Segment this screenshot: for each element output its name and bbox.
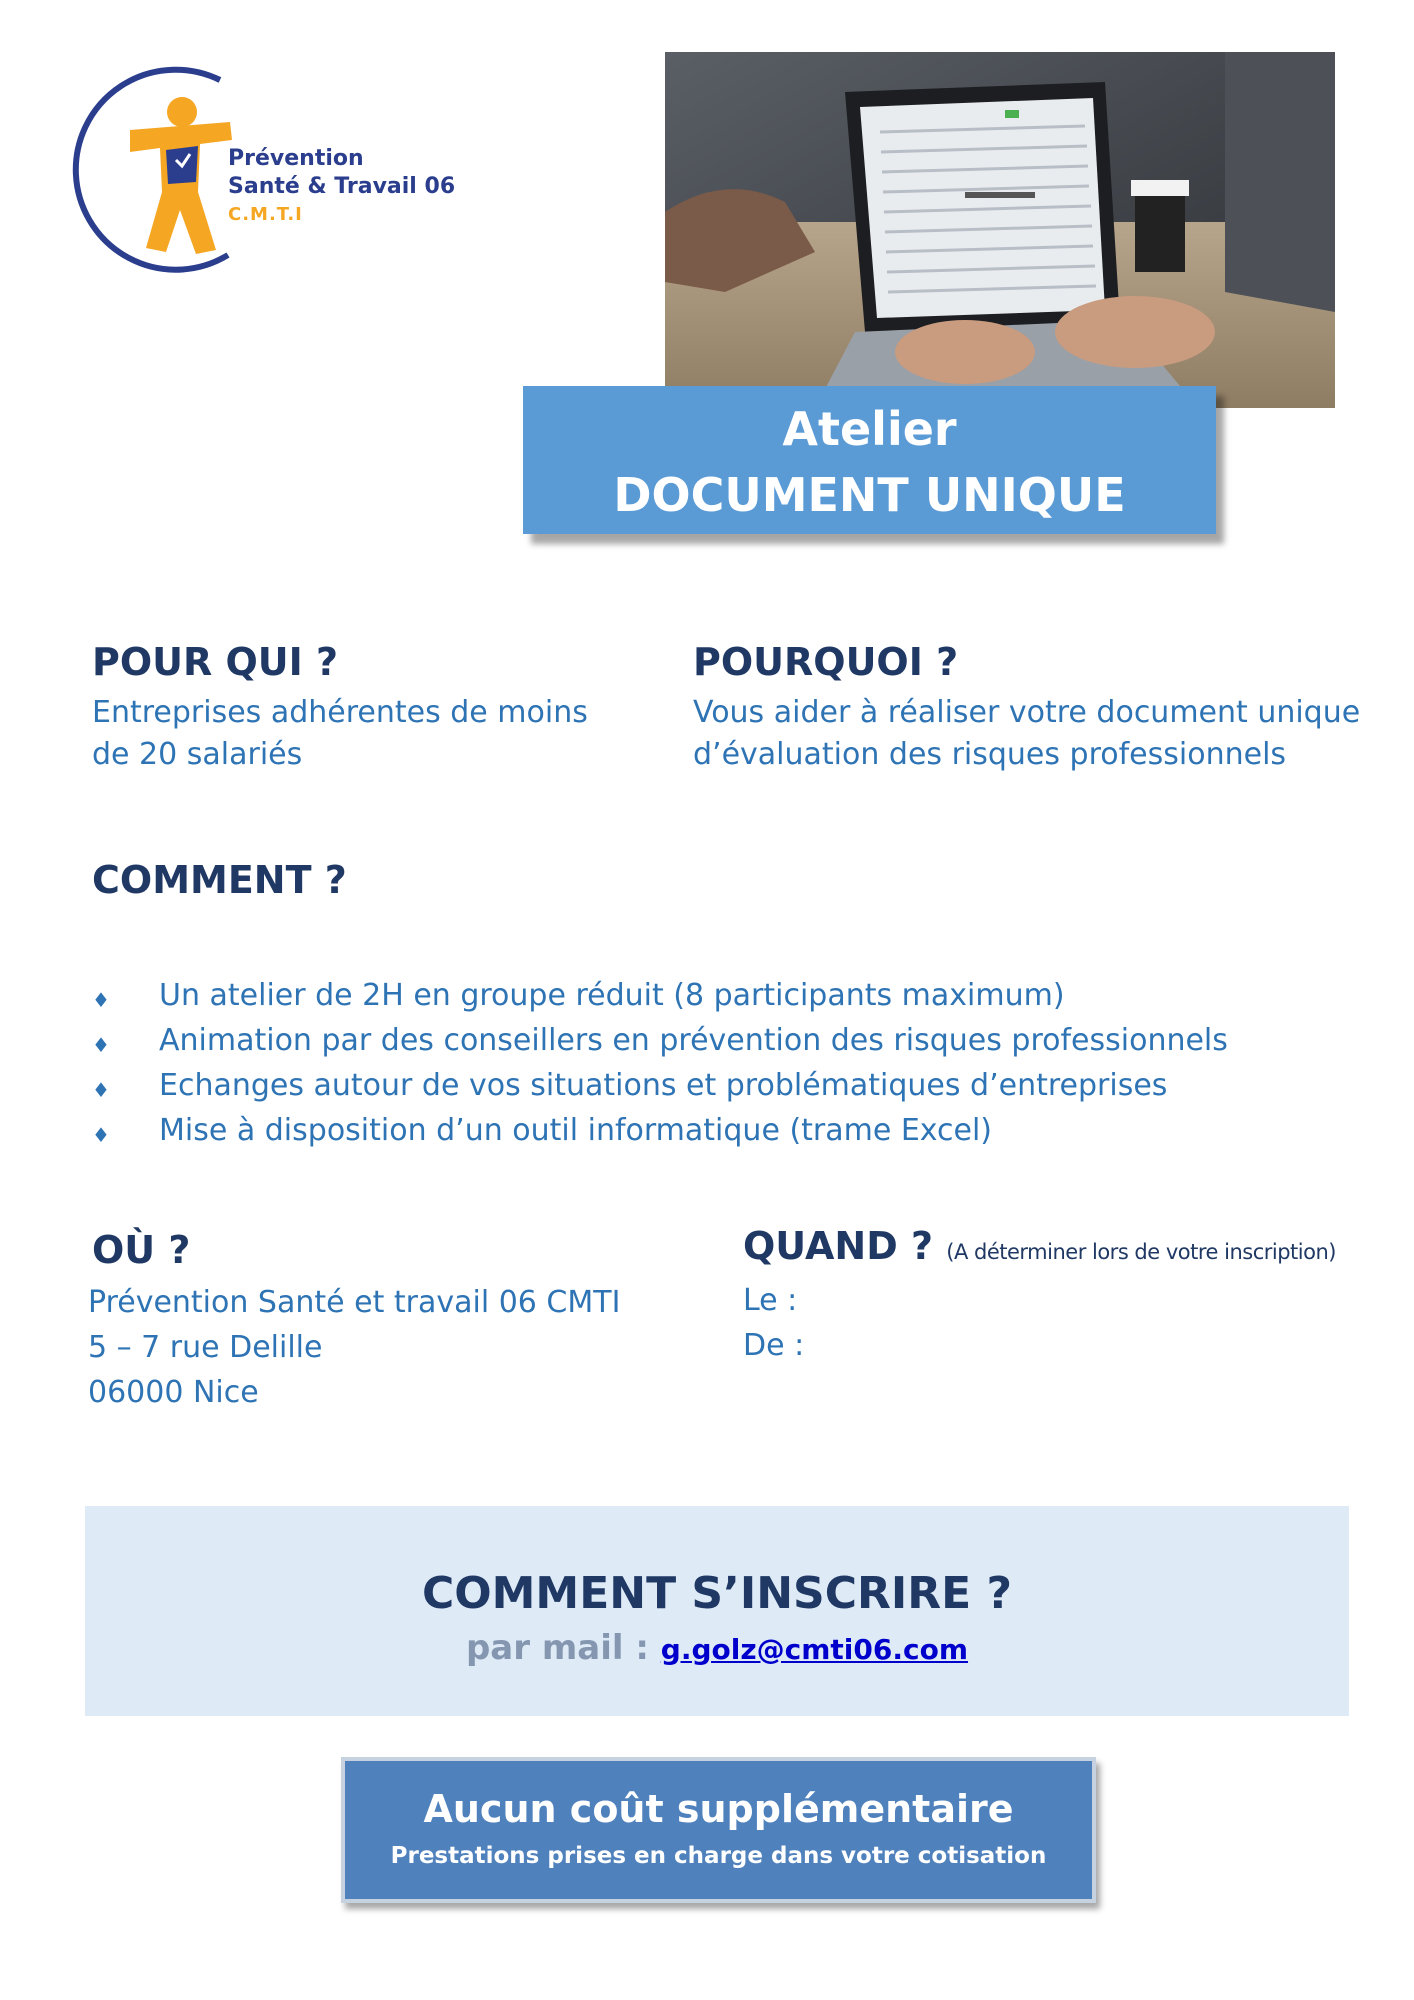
quand-heading-row [743, 1224, 1336, 1268]
pour-qui-line: de 20 salariés [92, 737, 303, 772]
ou-heading: OÙ ? [92, 1228, 191, 1272]
quand-heading: QUAND ? [743, 1224, 934, 1268]
address-line: 5 – 7 rue Delille [88, 1330, 323, 1365]
address-line: 06000 Nice [88, 1375, 259, 1410]
list-item [92, 975, 1342, 1020]
list-item-text: Mise à disposition d’un outil informatique (trame Excel) [159, 1113, 993, 1148]
registration-line [85, 1628, 1349, 1668]
logo-text-line3: C.M.T.I [228, 204, 303, 225]
laptop-photo [665, 52, 1335, 408]
quand-note: (A déterminer lors de votre inscription) [946, 1240, 1336, 1264]
cost-subtitle: Prestations prises en charge dans votre cotisation [390, 1843, 1047, 1869]
pour-qui-line: Entreprises adhérentes de moins [92, 695, 588, 730]
logo-text-line1: Prévention [228, 146, 364, 171]
diamond-bullet-icon: ♦ [92, 1078, 110, 1102]
list-item [92, 1110, 1342, 1155]
date-line: Le : [743, 1283, 798, 1318]
address-block [88, 1280, 688, 1415]
pourquoi-heading: POURQUOI ? [693, 640, 959, 684]
pour-qui-text [92, 692, 632, 776]
list-item [92, 1020, 1342, 1065]
list-item-text: Echanges autour de vos situations et problématiques d’entreprises [159, 1068, 1168, 1103]
banner-title-line2: DOCUMENT UNIQUE [613, 468, 1126, 522]
pourquoi-line: d’évaluation des risques professionnels [693, 737, 1287, 772]
registration-heading: COMMENT S’INSCRIRE ? [421, 1568, 1013, 1619]
laptop-photo-image [665, 52, 1335, 408]
pourquoi-line: Vous aider à réaliser votre document unique [693, 695, 1361, 730]
date-block [743, 1278, 1243, 1368]
list-item [92, 1065, 1342, 1110]
cost-title: Aucun coût supplémentaire [423, 1787, 1014, 1831]
comment-heading: COMMENT ? [92, 858, 347, 902]
email-link[interactable]: g.golz@cmti06.com [660, 1633, 969, 1666]
diamond-bullet-icon: ♦ [92, 988, 110, 1012]
list-item-text: Un atelier de 2H en groupe réduit (8 participants maximum) [159, 978, 1065, 1013]
time-line: De : [743, 1328, 805, 1363]
list-item-text: Animation par des conseillers en prévention des risques professionnels [159, 1023, 1228, 1058]
title-banner [523, 386, 1216, 534]
diamond-bullet-icon: ♦ [92, 1033, 110, 1057]
diamond-bullet-icon: ♦ [92, 1123, 110, 1147]
cost-banner [341, 1757, 1096, 1903]
registration-box [85, 1506, 1349, 1716]
comment-list [92, 975, 1342, 1155]
banner-title-line1: Atelier [782, 402, 957, 456]
pour-qui-heading: POUR QUI ? [92, 640, 339, 684]
pourquoi-text [693, 692, 1373, 776]
logo-text-line2: Santé & Travail 06 [228, 174, 456, 199]
registration-prefix: par mail : [465, 1628, 661, 1668]
address-line: Prévention Santé et travail 06 CMTI [88, 1285, 621, 1320]
organization-logo [70, 60, 470, 280]
